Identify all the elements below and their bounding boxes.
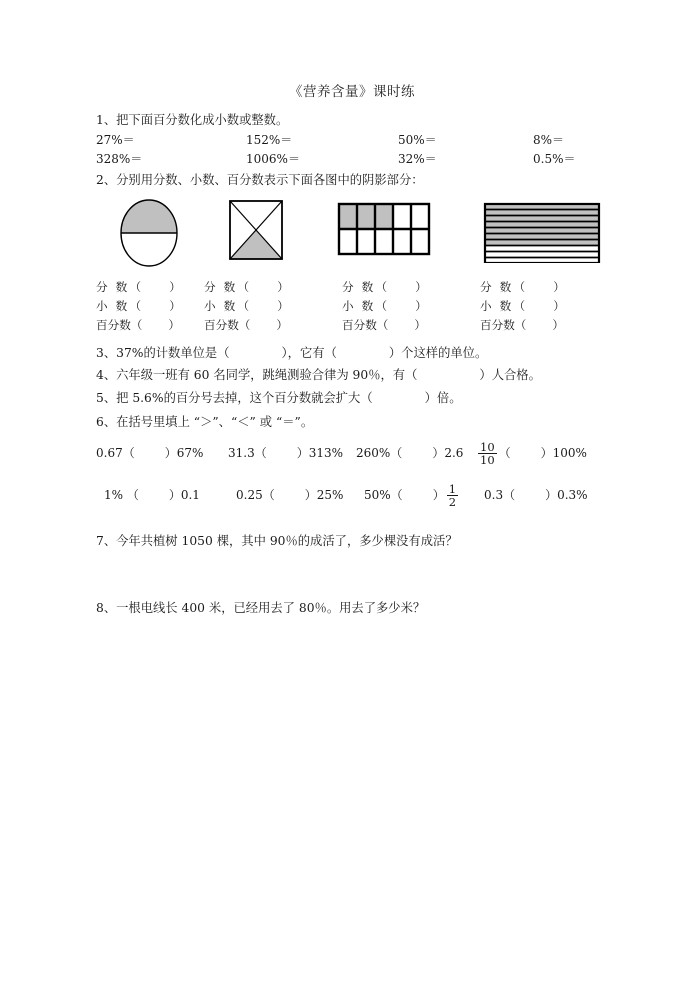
compare-item: 31.3（ ）313% [228, 446, 344, 461]
label-cell: 分 数（ ） [480, 280, 565, 295]
question-6-row-2 [96, 474, 608, 516]
q5-text-after: ）倍。 [424, 390, 462, 405]
question-2-prompt: 2、分别用分数、小数、百分数表示下面各图中的阴影部分： [96, 172, 424, 187]
question-1-row-1 [96, 131, 608, 150]
figure-square-diagonals [226, 197, 286, 267]
worksheet-content [96, 84, 608, 619]
compare-item: 0.3（ ）0.3% [484, 488, 588, 503]
figure-oval-half-shaded [118, 197, 180, 273]
label-cell: 百分数（ ） [96, 317, 180, 332]
q1-item: 152%＝ [246, 132, 293, 147]
page-title: 《营养含量》课时练 [289, 84, 415, 100]
compare-item: 50%（ ） $\frac{1}{2}$ [364, 481, 457, 509]
questions-3-to-5 [96, 344, 608, 408]
label-cell: 分 数（ ） [204, 280, 289, 295]
question-8: 8、一根电线长 400 米，已经用去了 80％。用去了多少米？ [96, 601, 426, 616]
q1-item: 32%＝ [398, 151, 437, 166]
figure-stripes-10 [482, 197, 602, 267]
label-row-percent [96, 316, 608, 335]
question-6-prompt: 6、在括号里填上 “＞”、“＜” 或 “＝”。 [96, 415, 314, 430]
compare-item: 1% （ ）0.1 [104, 488, 200, 503]
fraction-one-half: $\frac{1}{2}$ [448, 481, 457, 509]
q4-text-after: ）人合格。 [479, 368, 541, 383]
q1-item: 50%＝ [398, 132, 437, 147]
question-2-figures [96, 197, 608, 273]
label-row-decimal [96, 297, 608, 316]
compare-item: 0.25（ ）25% [236, 488, 344, 503]
label-cell: 分 数（ ） [96, 280, 181, 295]
q1-item: 8%＝ [533, 132, 565, 147]
label-cell: 百分数（ ） [342, 317, 426, 332]
q4-text-before: 4、六年级一班有 60 名同学，跳绳测验合律为 90％，有（ [96, 368, 418, 383]
question-7: 7、今年共植树 1050 棵，其中 90％的成活了，多少棵没有成活？ [96, 534, 458, 549]
question-5 [96, 389, 608, 408]
compare-item: 0.67（ ）67% [96, 446, 204, 461]
label-cell: 百分数（ ） [204, 317, 288, 332]
question-3 [96, 344, 608, 363]
label-cell: 小 数（ ） [96, 299, 181, 314]
question-4 [96, 366, 608, 385]
q1-item: 0.5%＝ [533, 151, 576, 166]
fraction-ten-tenths: $\frac{10}{10}$ [480, 439, 495, 467]
q3-text-before: 3、37%的计数单位是（ [96, 345, 230, 360]
q1-item: 27%＝ [96, 132, 135, 147]
label-row-fraction [96, 278, 608, 297]
question-1-row-2 [96, 150, 608, 169]
compare-item: $\frac{10}{10}$ （ ）100% [480, 439, 587, 467]
label-cell: 小 数（ ） [342, 299, 427, 314]
q1-item: 328%＝ [96, 151, 143, 166]
question-1-prompt: 1、把下面百分数化成小数或整数。 [96, 113, 289, 128]
label-cell: 小 数（ ） [480, 299, 565, 314]
label-cell: 小 数（ ） [204, 299, 289, 314]
compare-item: 260%（ ）2.6 [356, 446, 464, 461]
figure-grid-5x2 [336, 197, 434, 267]
question-6-row-1 [96, 432, 608, 474]
q3-text-after: ）个这样的单位。 [388, 345, 488, 360]
q1-item: 1006%＝ [246, 151, 300, 166]
label-cell: 百分数（ ） [480, 317, 564, 332]
q3-text-middle: ），它有（ [281, 345, 337, 360]
q5-text-before: 5、把 5.6%的百分号去掉，这个百分数就会扩大（ [96, 390, 373, 405]
label-cell: 分 数（ ） [342, 280, 427, 295]
question-2-answer-labels [96, 278, 608, 334]
